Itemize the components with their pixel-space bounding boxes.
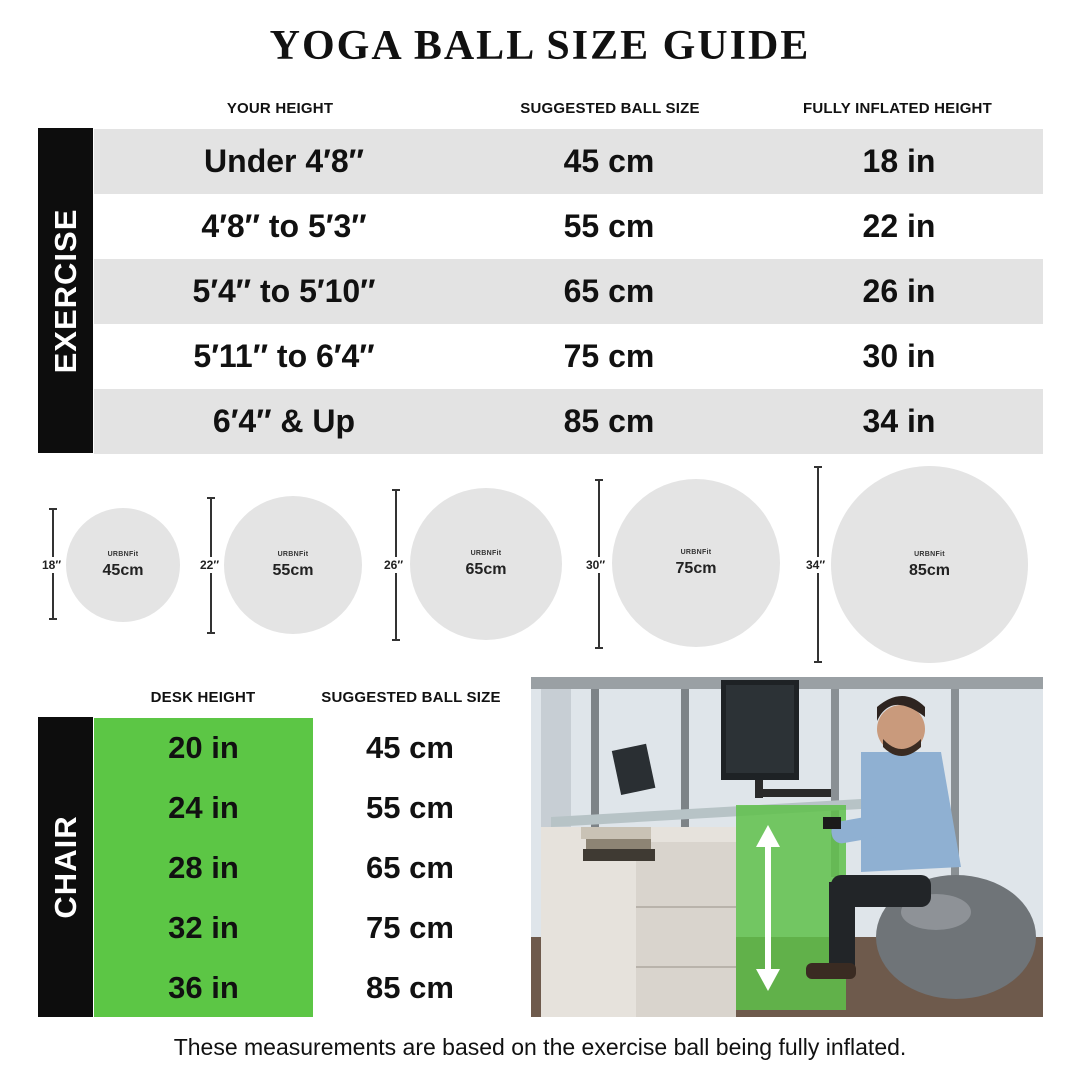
desk-height-cell: 32 in bbox=[168, 910, 239, 945]
inflated-height-cell: 34 in bbox=[862, 403, 936, 439]
chair-label-text: CHAIR bbox=[47, 815, 83, 919]
yoga-ball-55 bbox=[224, 496, 362, 634]
ball-size-cell: 75 cm bbox=[563, 338, 655, 374]
height-cell: 6′4″ & Up bbox=[212, 403, 356, 439]
inflated-height-cell: 26 in bbox=[862, 273, 936, 309]
desk-height-cell: 36 in bbox=[168, 970, 239, 1005]
chair-ball-size-cell: 45 cm bbox=[366, 730, 454, 765]
ball-size-label: 45cm bbox=[102, 562, 144, 579]
chair-side-label bbox=[38, 717, 93, 1017]
header-chair-ball-size: SUGGESTED BALL SIZE bbox=[321, 689, 501, 706]
height-cell: 4′8″ to 5′3″ bbox=[201, 208, 367, 244]
exercise-side-label bbox=[38, 128, 93, 453]
yoga-ball-65 bbox=[410, 488, 562, 640]
yoga-ball-75 bbox=[612, 479, 780, 647]
header-desk-height: DESK HEIGHT bbox=[150, 689, 256, 706]
exercise-row bbox=[94, 324, 1043, 389]
inflated-height-cell: 22 in bbox=[862, 208, 936, 244]
ball-size-label: 55cm bbox=[272, 562, 314, 579]
ball-brand: URBNFit bbox=[107, 551, 139, 558]
ball-size-cell: 65 cm bbox=[563, 273, 655, 309]
header-suggested-ball-size: SUGGESTED BALL SIZE bbox=[520, 100, 700, 117]
ball-height-label: 18″ bbox=[42, 558, 62, 572]
ball-size-label: 75cm bbox=[675, 560, 717, 577]
ball-height-label: 30″ bbox=[586, 558, 606, 572]
desk-height-cell: 20 in bbox=[168, 730, 239, 765]
ball-size-cell: 45 cm bbox=[563, 143, 655, 179]
exercise-row bbox=[94, 194, 1043, 259]
exercise-row bbox=[94, 389, 1043, 454]
ball-brand: URBNFit bbox=[470, 550, 502, 557]
inflated-height-cell: 30 in bbox=[862, 338, 936, 374]
height-cell: 5′11″ to 6′4″ bbox=[193, 338, 375, 374]
chair-ball-size-cell: 65 cm bbox=[366, 850, 454, 885]
header-your-height: YOUR HEIGHT bbox=[226, 100, 334, 117]
chair-ball-size-cell: 85 cm bbox=[366, 970, 454, 1005]
ball-height-label: 34″ bbox=[806, 558, 826, 572]
ball-brand: URBNFit bbox=[277, 551, 309, 558]
ball-height-label: 22″ bbox=[200, 558, 220, 572]
inflated-height-cell: 18 in bbox=[862, 143, 936, 179]
exercise-row bbox=[94, 129, 1043, 194]
footer-note: These measurements are based on the exercise ball being fully inflated. bbox=[173, 1034, 907, 1060]
ball-size-label: 85cm bbox=[909, 562, 950, 579]
yoga-ball-85 bbox=[831, 466, 1028, 663]
office-desk-photo bbox=[531, 677, 1043, 1017]
ball-size-label: 65cm bbox=[465, 561, 507, 578]
header-fully-inflated-height: FULLY INFLATED HEIGHT bbox=[803, 100, 992, 117]
ball-size-cell: 85 cm bbox=[563, 403, 655, 439]
desk-height-cell: 28 in bbox=[168, 850, 239, 885]
ball-height-label: 26″ bbox=[384, 558, 404, 572]
yoga-ball-45 bbox=[66, 508, 180, 622]
exercise-row bbox=[94, 259, 1043, 324]
height-cell: Under 4′8″ bbox=[204, 143, 364, 179]
ball-size-cell: 55 cm bbox=[563, 208, 655, 244]
ball-brand: URBNFit bbox=[680, 549, 712, 556]
desk-height-cell: 24 in bbox=[168, 790, 239, 825]
ball-brand: URBNFit bbox=[914, 551, 945, 558]
page-title: YOGA BALL SIZE GUIDE bbox=[269, 23, 811, 69]
chair-ball-size-cell: 55 cm bbox=[366, 790, 454, 825]
chair-ball-size-cell: 75 cm bbox=[366, 910, 454, 945]
height-cell: 5′4″ to 5′10″ bbox=[192, 273, 376, 309]
exercise-label-text: EXERCISE bbox=[47, 208, 83, 373]
